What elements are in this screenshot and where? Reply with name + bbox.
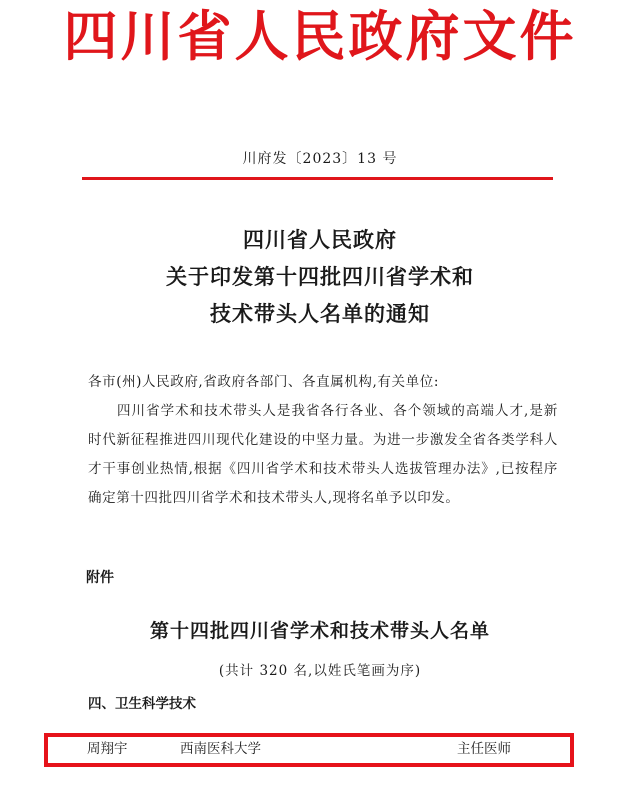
section-heading: 四、卫生科学技术 <box>88 696 196 712</box>
row-unit: 西南医科大学 <box>180 741 261 757</box>
addressee-line: 各市(州)人民政府,省政府各部门、各直属机构,有关单位: <box>88 374 439 390</box>
red-divider-line <box>82 177 553 180</box>
attachment-label: 附件 <box>86 570 114 586</box>
list-subtitle: (共计 320 名,以姓氏笔画为序) <box>218 663 422 679</box>
list-title: 第十四批四川省学术和技术带头人名单 <box>149 620 490 642</box>
notice-title-line-3: 技术带头人名单的通知 <box>210 302 430 326</box>
notice-title-line-2: 关于印发第十四批四川省学术和 <box>166 265 474 289</box>
row-name: 周翔宇 <box>87 741 128 757</box>
document-masthead: 四川省人民政府文件 <box>63 4 577 68</box>
notice-body-paragraph: 四川省学术和技术带头人是我省各行各业、各个领域的高端人才,是新时代新征程推进四川现代化建设的中坚力量。为进一步激发全省各类学科人才干事创业热情,根据《四川省学术和技术带头人选拔管理办法》,已按程序确定第十四批四川省学术和技术带头人,现将名单予以印发。 <box>88 403 558 506</box>
document-number: 川府发〔2023〕13 号 <box>242 151 398 167</box>
notice-title-line-1: 四川省人民政府 <box>243 228 397 252</box>
row-title: 主任医师 <box>457 741 511 757</box>
